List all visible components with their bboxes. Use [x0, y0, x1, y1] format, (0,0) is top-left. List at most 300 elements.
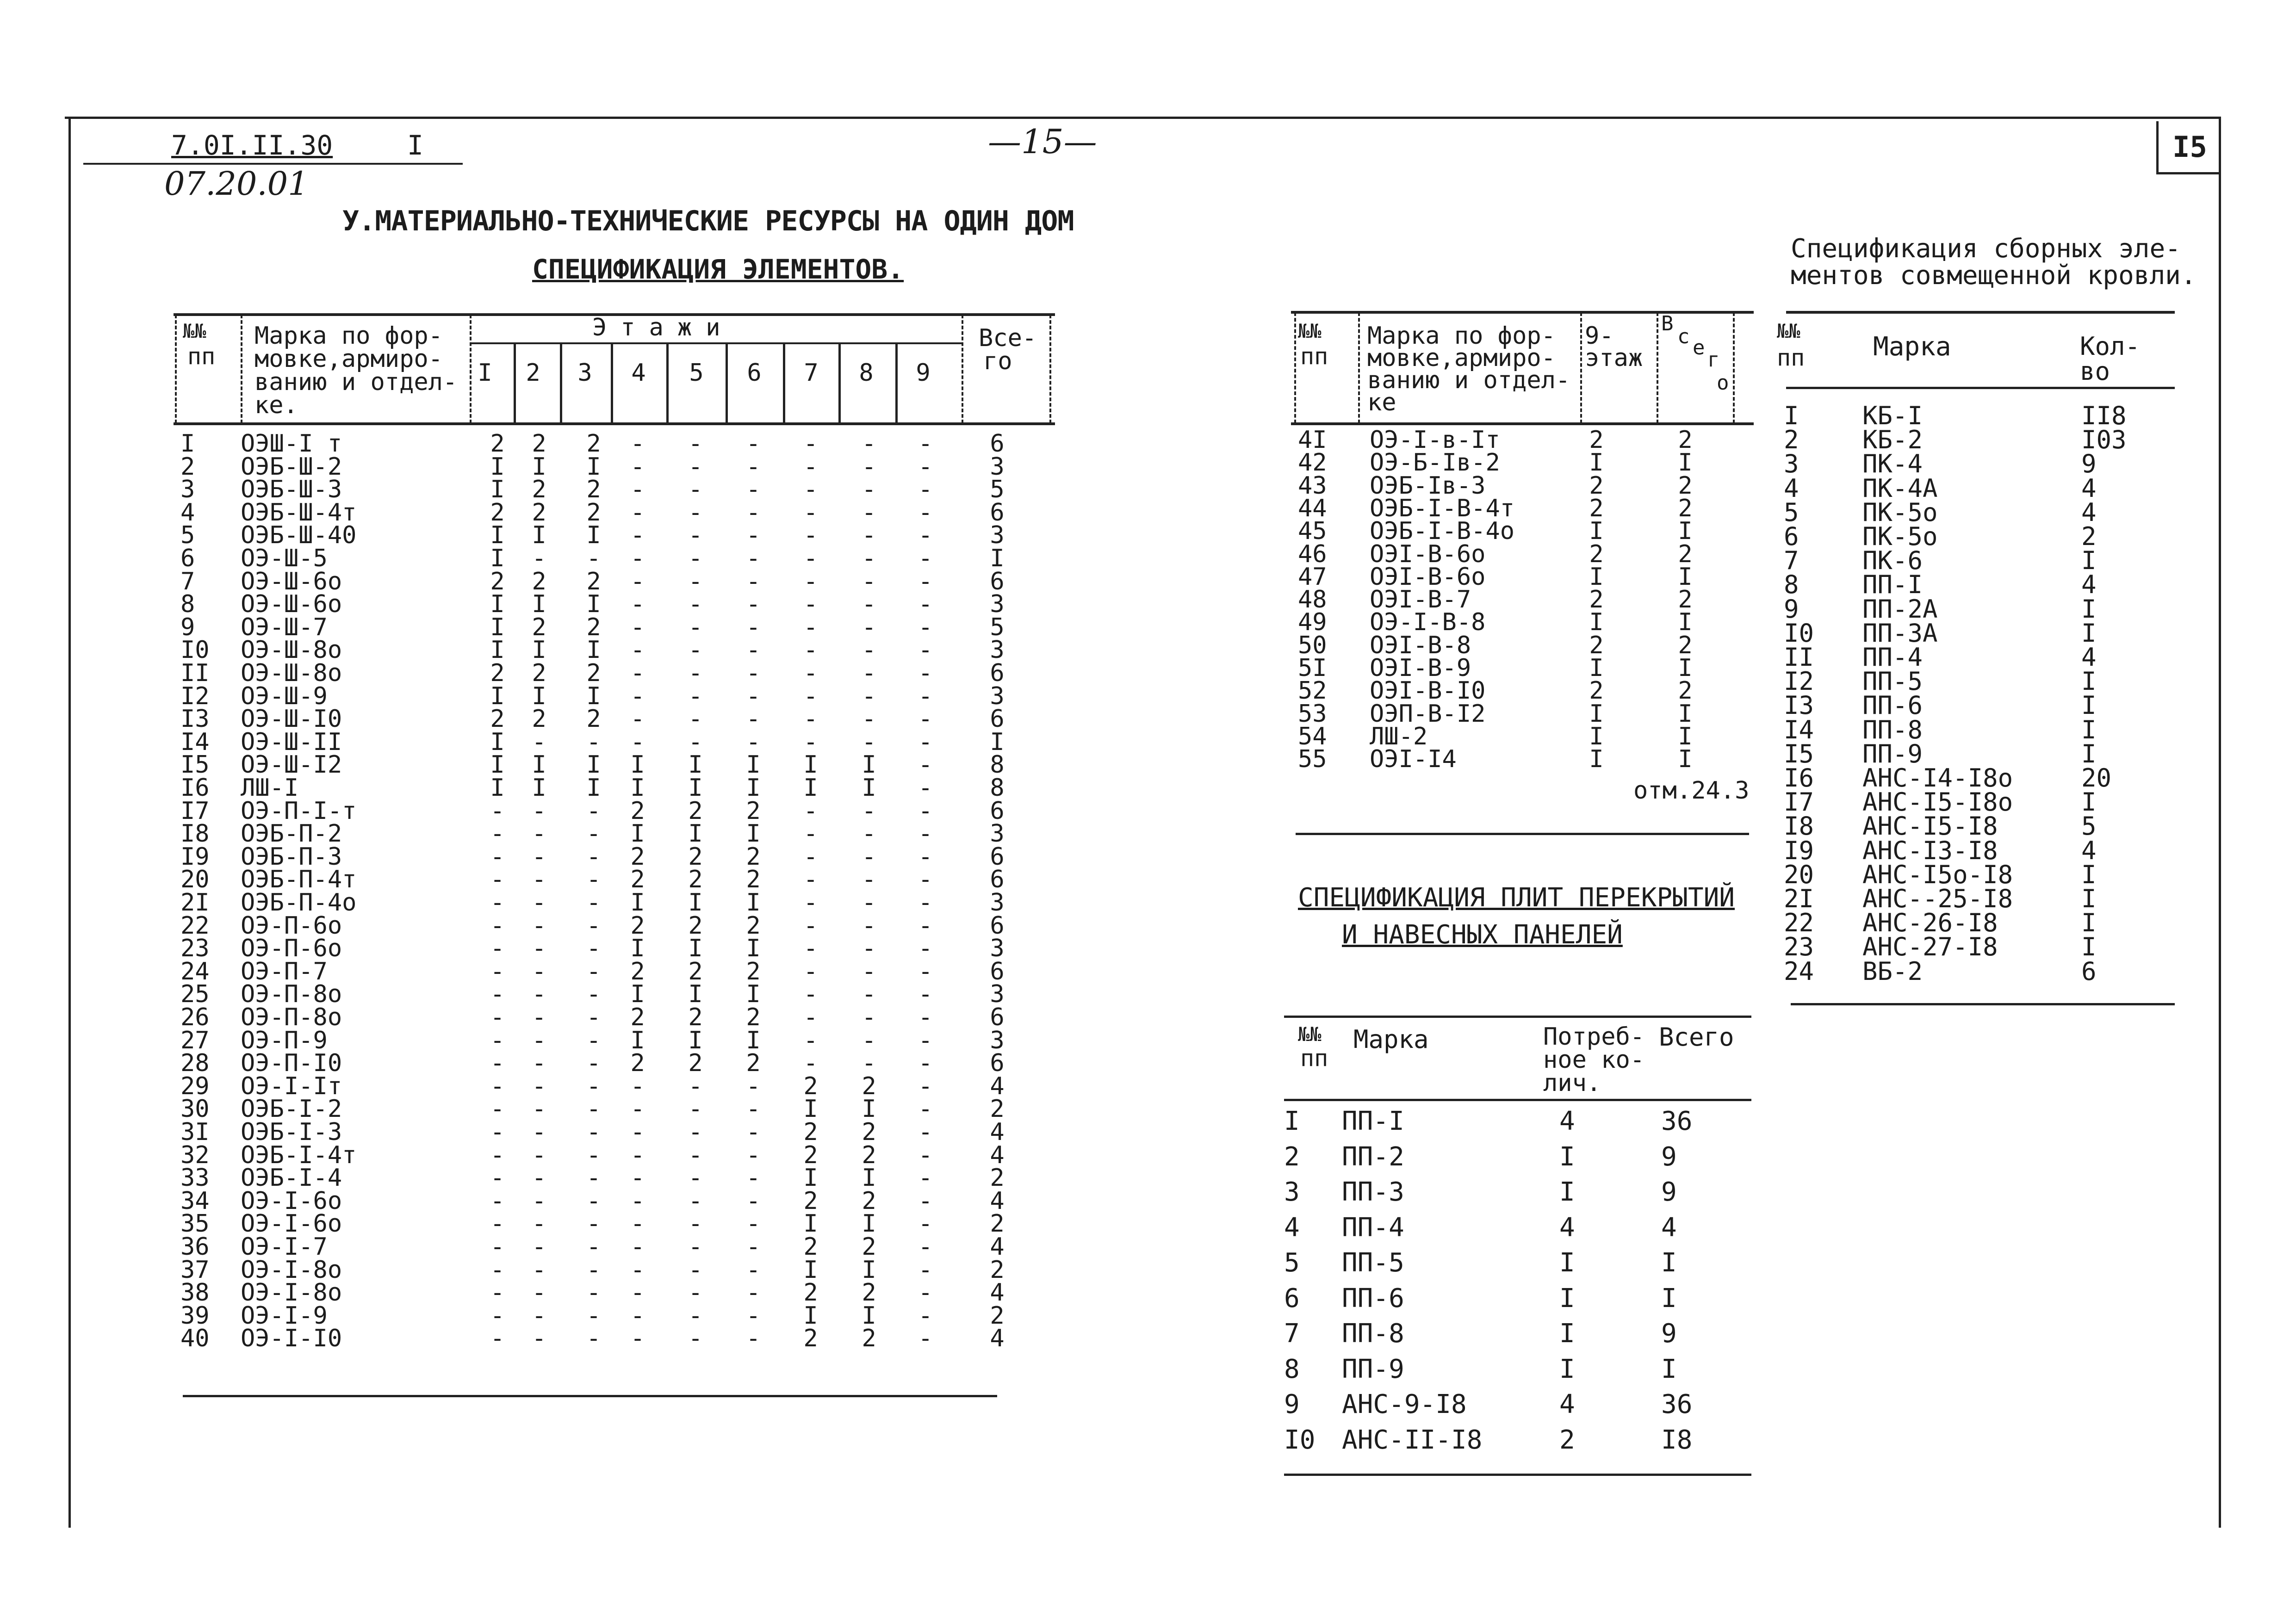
floor-qty-2: 2: [532, 613, 546, 641]
row-number: 3: [1284, 1177, 1300, 1207]
quantity: 5: [2081, 812, 2097, 841]
floor-qty-2: -: [532, 545, 546, 572]
roof-bottom-rule: [1791, 1003, 2175, 1005]
sheet-number: I5: [2156, 121, 2221, 174]
floor-qty-4: I: [630, 1027, 645, 1054]
floor-qty-4: -: [630, 1187, 645, 1215]
floor-qty-7: 2: [803, 1141, 818, 1169]
plates-col-num-2: пп: [1300, 1045, 1328, 1072]
floor-qty-2: 2: [532, 430, 546, 458]
floor-qty-1: -: [490, 935, 505, 962]
floor-column-divider: [611, 343, 613, 423]
floor-qty-2: 2: [532, 568, 546, 595]
total-qty: 36: [1661, 1106, 1693, 1136]
left-col-mark-3: ванию и отдел-: [254, 368, 458, 396]
floor-column-divider: [514, 343, 516, 423]
floor-qty-3: -: [586, 1095, 601, 1123]
floor-qty-6: 2: [746, 797, 761, 825]
element-mark: АНС--25-I8: [1862, 884, 2013, 913]
floor-qty-6: I: [746, 889, 761, 917]
total-qty: I: [1678, 449, 1693, 477]
row-number: 23: [180, 935, 210, 962]
floor-qty-7: -: [803, 889, 818, 917]
row-number: 6: [1284, 1283, 1300, 1313]
floor-qty-8: -: [862, 797, 876, 825]
floor-qty-2: -: [532, 1233, 546, 1261]
row-number: 8: [180, 590, 195, 618]
floor-qty-8: 2: [862, 1279, 876, 1307]
needed-qty: I: [1559, 1319, 1575, 1349]
floor-qty-7: -: [803, 1049, 818, 1077]
floor-qty-3: -: [586, 1210, 601, 1238]
row-number: I0: [180, 636, 210, 664]
doc-code-suffix: I: [407, 130, 423, 161]
floor-qty-8: I: [862, 1256, 876, 1284]
row-number: 27: [180, 1027, 210, 1054]
floor-9-qty: 2: [1589, 632, 1604, 659]
total-qty: 3: [990, 820, 1005, 848]
floor-qty-7: I: [803, 1302, 818, 1330]
floor-qty-1: 2: [490, 499, 505, 527]
floor-qty-4: -: [630, 1164, 645, 1192]
floor-qty-7: -: [803, 843, 818, 871]
floor-qty-3: -: [586, 797, 601, 825]
mid-table-divider: [1657, 312, 1658, 423]
floor-qty-6: -: [746, 1210, 761, 1238]
floor-qty-7: -: [803, 1027, 818, 1054]
floor-qty-5: -: [688, 636, 703, 664]
floor-qty-3: -: [586, 820, 601, 848]
quantity: I: [2081, 908, 2097, 937]
floor-9-qty: 2: [1589, 472, 1604, 500]
floor-header-1: I: [478, 359, 492, 387]
floor-qty-8: I: [862, 1302, 876, 1330]
element-mark: ОЭ-Ш-6о: [241, 590, 342, 618]
floor-qty-6: -: [746, 545, 761, 572]
element-mark: ОЭ-П-I0: [241, 1049, 342, 1077]
floors-label: Этажи: [592, 314, 734, 341]
element-mark: ОЭБ-П-3: [241, 843, 342, 871]
left-col-num-1: №№: [183, 320, 206, 342]
element-mark: АНС-26-I8: [1862, 908, 1998, 937]
row-number: 20: [180, 866, 210, 893]
row-number: I7: [1784, 787, 1814, 817]
floor-qty-2: I: [532, 636, 546, 664]
floor-qty-6: -: [746, 590, 761, 618]
floor-qty-9: -: [918, 476, 933, 503]
element-mark: ОЭI-В-8: [1370, 632, 1471, 659]
quantity: I: [2081, 691, 2097, 720]
total-qty: 36: [1661, 1389, 1693, 1419]
row-number: I5: [1784, 739, 1814, 768]
floor-qty-1: I: [490, 682, 505, 710]
row-number: 7: [180, 568, 195, 595]
floor-qty-1: -: [490, 843, 505, 871]
floor-qty-7: -: [803, 590, 818, 618]
floor-qty-3: 2: [586, 476, 601, 503]
floor-qty-1: -: [490, 1256, 505, 1284]
floor-qty-2: -: [532, 1027, 546, 1054]
total-qty: 3: [990, 889, 1005, 917]
total-qty: 2: [990, 1164, 1005, 1192]
roof-col-qty-2: во: [2080, 357, 2110, 386]
row-number: 4: [180, 499, 195, 527]
floor-qty-3: -: [586, 935, 601, 962]
floor-qty-9: -: [918, 912, 933, 940]
floor-qty-8: -: [862, 1004, 876, 1031]
element-mark: ПП-3: [1342, 1177, 1404, 1207]
floor-qty-9: -: [918, 1279, 933, 1307]
quantity: 4: [2081, 474, 2097, 503]
row-number: I5: [180, 751, 210, 779]
total-qty: 6: [990, 568, 1005, 595]
floor-qty-6: -: [746, 1325, 761, 1352]
mid-table-divider: [1733, 312, 1735, 423]
total-qty: 6: [990, 958, 1005, 985]
floor-qty-1: -: [490, 1072, 505, 1100]
floor-qty-5: -: [688, 1141, 703, 1169]
mid-col-floor-1: 9-: [1585, 322, 1614, 350]
row-number: 2: [180, 453, 195, 481]
floor-qty-8: 2: [862, 1187, 876, 1215]
row-number: I8: [1784, 812, 1814, 841]
floor-qty-1: 2: [490, 568, 505, 595]
floor-qty-5: -: [688, 1072, 703, 1100]
element-mark: ПК-5о: [1862, 522, 1938, 551]
total-qty: I8: [1661, 1425, 1693, 1455]
floor-qty-6: -: [746, 430, 761, 458]
floor-qty-5: I: [688, 751, 703, 779]
floor-qty-6: -: [746, 1256, 761, 1284]
floor-qty-6: -: [746, 1187, 761, 1215]
floor-qty-9: -: [918, 636, 933, 664]
row-number: 52: [1298, 677, 1327, 705]
plates-title-2: И НАВЕСНЫХ ПАНЕЛЕЙ: [1342, 920, 1623, 950]
row-number: I8: [180, 820, 210, 848]
floor-qty-7: -: [803, 613, 818, 641]
floor-qty-3: 2: [586, 613, 601, 641]
floor-qty-6: -: [746, 636, 761, 664]
floor-qty-5: 2: [688, 866, 703, 893]
floor-qty-4: I: [630, 935, 645, 962]
element-mark: ПП-4: [1342, 1213, 1404, 1243]
floor-qty-4: -: [630, 705, 645, 733]
row-number: I2: [1784, 667, 1814, 696]
total-qty: 9: [1661, 1319, 1677, 1349]
total-qty: 2: [990, 1302, 1005, 1330]
floor-qty-2: I: [532, 590, 546, 618]
floor-qty-3: -: [586, 912, 601, 940]
floor-qty-5: I: [688, 889, 703, 917]
floor-qty-2: I: [532, 521, 546, 549]
floor-qty-6: -: [746, 521, 761, 549]
floor-qty-8: -: [862, 430, 876, 458]
floor-qty-2: I: [532, 682, 546, 710]
floor-qty-2: -: [532, 1072, 546, 1100]
row-number: 44: [1298, 495, 1327, 522]
element-mark: ПП-8: [1862, 715, 1923, 744]
element-mark: ОЭ-Ш-6о: [241, 568, 342, 595]
floor-qty-6: -: [746, 1095, 761, 1123]
floor-qty-4: -: [630, 636, 645, 664]
floor-qty-5: I: [688, 980, 703, 1008]
floor-9-qty: I: [1589, 517, 1604, 545]
quantity: I: [2081, 932, 2097, 961]
mid-col-total-5: о: [1717, 371, 1729, 395]
total-qty: 6: [990, 843, 1005, 871]
total-qty: 2: [990, 1210, 1005, 1238]
plates-col-mark: Марка: [1353, 1025, 1429, 1054]
floor-qty-4: I: [630, 980, 645, 1008]
row-number: I: [1284, 1106, 1300, 1136]
element-mark: ОЭБ-П-2: [241, 820, 342, 848]
floor-qty-6: -: [746, 1141, 761, 1169]
element-mark: ПП-I: [1862, 570, 1923, 599]
floor-qty-5: 2: [688, 912, 703, 940]
total-qty: I: [1661, 1283, 1677, 1313]
row-number: I0: [1284, 1425, 1316, 1455]
floor-qty-1: 2: [490, 705, 505, 733]
row-number: 48: [1298, 586, 1327, 613]
floor-qty-2: I: [532, 453, 546, 481]
total-qty: 2: [1678, 426, 1693, 454]
element-mark: ОЭ-Ш-5: [241, 545, 328, 572]
row-number: 9: [1784, 595, 1799, 624]
floor-qty-5: -: [688, 476, 703, 503]
floor-qty-3: -: [586, 1141, 601, 1169]
floor-qty-8: -: [862, 980, 876, 1008]
floor-qty-5: 2: [688, 958, 703, 985]
row-number: I3: [1784, 691, 1814, 720]
floor-qty-9: -: [918, 430, 933, 458]
roof-top-rule: [1786, 311, 2175, 314]
floor-qty-1: -: [490, 1210, 505, 1238]
element-mark: ПП-6: [1342, 1283, 1404, 1313]
floor-qty-9: -: [918, 613, 933, 641]
total-qty: 6: [990, 1004, 1005, 1031]
element-mark: ОЭБ-I-В-4о: [1370, 517, 1515, 545]
total-qty: 4: [990, 1072, 1005, 1100]
floor-qty-5: -: [688, 613, 703, 641]
floor-qty-3: -: [586, 1164, 601, 1192]
floor-qty-2: -: [532, 797, 546, 825]
floor-qty-2: -: [532, 935, 546, 962]
total-qty: 4: [990, 1141, 1005, 1169]
left-table-divider: [241, 315, 242, 423]
element-mark: АНС-I5о-I8: [1862, 860, 2013, 889]
row-number: I4: [180, 728, 210, 756]
roof-col-qty-1: Кол-: [2080, 332, 2141, 361]
floor-qty-4: I: [630, 820, 645, 848]
floor-qty-1: -: [490, 1302, 505, 1330]
floor-qty-1: -: [490, 1325, 505, 1352]
floor-qty-3: -: [586, 1027, 601, 1054]
floor-qty-3: -: [586, 1004, 601, 1031]
needed-qty: 4: [1559, 1213, 1575, 1243]
element-mark: ПП-8: [1342, 1319, 1404, 1349]
row-number: 7: [1284, 1319, 1300, 1349]
floor-qty-7: -: [803, 820, 818, 848]
floor-qty-8: -: [862, 476, 876, 503]
mid-col-total-3: е: [1693, 336, 1705, 359]
row-number: 34: [180, 1187, 210, 1215]
floor-qty-3: I: [586, 751, 601, 779]
element-mark: ОЭ-I-8о: [241, 1256, 342, 1284]
element-mark: ОЭ-Ш-7: [241, 613, 328, 641]
element-mark: ОЭ-I-6о: [241, 1187, 342, 1215]
floor-qty-6: -: [746, 453, 761, 481]
total-qty: I: [1678, 608, 1693, 636]
plates-header-rule: [1284, 1099, 1751, 1101]
floor-9-qty: 2: [1589, 586, 1604, 613]
element-mark: ПП-9: [1342, 1354, 1404, 1384]
row-number: 47: [1298, 563, 1327, 591]
plates-top-rule: [1284, 1016, 1751, 1018]
row-number: 32: [180, 1141, 210, 1169]
floor-qty-9: -: [918, 1233, 933, 1261]
floor-qty-2: -: [532, 1256, 546, 1284]
floor-qty-9: -: [918, 1325, 933, 1352]
floor-qty-7: 2: [803, 1118, 818, 1146]
floor-qty-8: -: [862, 682, 876, 710]
floor-qty-5: I: [688, 774, 703, 802]
floor-qty-3: -: [586, 843, 601, 871]
roof-col-mark: Марка: [1873, 332, 1951, 362]
floor-qty-1: -: [490, 820, 505, 848]
floor-qty-9: -: [918, 1049, 933, 1077]
total-qty: 9: [1661, 1142, 1677, 1172]
floor-qty-5: -: [688, 1279, 703, 1307]
floor-qty-6: -: [746, 499, 761, 527]
total-qty: I: [1678, 700, 1693, 728]
floor-qty-1: 2: [490, 430, 505, 458]
floor-qty-3: -: [586, 1279, 601, 1307]
floor-qty-2: I: [532, 774, 546, 802]
element-mark: ПП-6: [1862, 691, 1923, 720]
floor-9-qty: 2: [1589, 426, 1604, 454]
floor-column-divider: [560, 343, 562, 423]
left-col-mark-2: мовке,армиро-: [254, 345, 443, 373]
element-mark: ВБ-2: [1862, 957, 1923, 986]
floor-qty-3: -: [586, 958, 601, 985]
quantity: I: [2081, 667, 2097, 696]
floor-qty-4: 2: [630, 843, 645, 871]
total-qty: 3: [990, 682, 1005, 710]
mid-table-header-rule: [1291, 422, 1754, 425]
total-qty: I: [1678, 563, 1693, 591]
quantity: I: [2081, 860, 2097, 889]
floor-qty-9: -: [918, 453, 933, 481]
floor-qty-4: -: [630, 545, 645, 572]
row-number: 25: [180, 980, 210, 1008]
quantity: 4: [2081, 643, 2097, 672]
floor-qty-9: -: [918, 774, 933, 802]
row-number: 2: [1284, 1142, 1300, 1172]
floor-qty-9: -: [918, 797, 933, 825]
floor-qty-6: 2: [746, 912, 761, 940]
floor-qty-9: -: [918, 866, 933, 893]
element-mark: ОЭ-I-7: [241, 1233, 328, 1261]
floor-qty-1: -: [490, 866, 505, 893]
element-mark: ОЭБ-I-3: [241, 1118, 342, 1146]
floor-qty-1: -: [490, 1141, 505, 1169]
total-qty: I: [1678, 654, 1693, 682]
row-number: 3I: [180, 1118, 210, 1146]
floor-qty-1: I: [490, 613, 505, 641]
element-mark: ПП-2: [1342, 1142, 1404, 1172]
element-mark: ПП-3А: [1862, 619, 1938, 648]
floor-column-divider: [895, 343, 898, 423]
floor-qty-9: -: [918, 1302, 933, 1330]
floor-qty-7: -: [803, 980, 818, 1008]
row-number: 37: [180, 1256, 210, 1284]
floor-qty-6: I: [746, 774, 761, 802]
total-qty: 4: [990, 1279, 1005, 1307]
floor-qty-1: -: [490, 1233, 505, 1261]
floor-qty-3: 2: [586, 430, 601, 458]
floor-qty-9: -: [918, 751, 933, 779]
floor-qty-1: -: [490, 912, 505, 940]
floor-qty-7: -: [803, 866, 818, 893]
floor-qty-3: -: [586, 866, 601, 893]
floor-qty-5: -: [688, 545, 703, 572]
floor-column-divider: [666, 343, 669, 423]
total-qty: 8: [990, 751, 1005, 779]
total-qty: 3: [990, 453, 1005, 481]
left-col-total-2: го: [983, 347, 1012, 375]
element-mark: АНС-I5-I8: [1862, 812, 1998, 841]
floor-qty-7: -: [803, 958, 818, 985]
frame-left-border: [68, 117, 71, 1528]
element-mark: ОЭБ-П-4т: [241, 866, 357, 893]
floor-qty-9: -: [918, 1187, 933, 1215]
floor-qty-9: -: [918, 958, 933, 985]
element-mark: АНС-27-I8: [1862, 932, 1998, 961]
floor-qty-9: -: [918, 705, 933, 733]
floor-qty-2: 2: [532, 705, 546, 733]
floor-column-divider: [726, 343, 728, 423]
floor-qty-5: -: [688, 499, 703, 527]
floor-qty-8: -: [862, 728, 876, 756]
total-qty: 6: [990, 866, 1005, 893]
roof-col-num-2: пп: [1777, 344, 1805, 371]
floor-qty-4: -: [630, 1279, 645, 1307]
element-mark: ПП-5: [1862, 667, 1923, 696]
floor-qty-1: -: [490, 1049, 505, 1077]
element-mark: ОЭ-П-9: [241, 1027, 328, 1054]
floor-qty-9: -: [918, 1072, 933, 1100]
floor-qty-3: -: [586, 889, 601, 917]
floor-qty-3: I: [586, 774, 601, 802]
floors-subheader-rule: [471, 342, 962, 344]
needed-qty: I: [1559, 1142, 1575, 1172]
floor-qty-2: 2: [532, 659, 546, 687]
floor-qty-9: -: [918, 889, 933, 917]
row-number: 46: [1298, 540, 1327, 568]
floor-qty-1: -: [490, 1004, 505, 1031]
row-number: 36: [180, 1233, 210, 1261]
plates-col-need-3: лич.: [1543, 1069, 1601, 1097]
floor-qty-3: I: [586, 590, 601, 618]
row-number: I3: [180, 705, 210, 733]
quantity: 20: [2081, 763, 2112, 793]
row-number: 38: [180, 1279, 210, 1307]
element-mark: АНС-I4-I8о: [1862, 763, 2013, 793]
floor-qty-8: I: [862, 751, 876, 779]
element-mark: ОЭБ-I-В-4т: [1370, 495, 1515, 522]
total-qty: 2: [1678, 540, 1693, 568]
floor-qty-3: 2: [586, 568, 601, 595]
